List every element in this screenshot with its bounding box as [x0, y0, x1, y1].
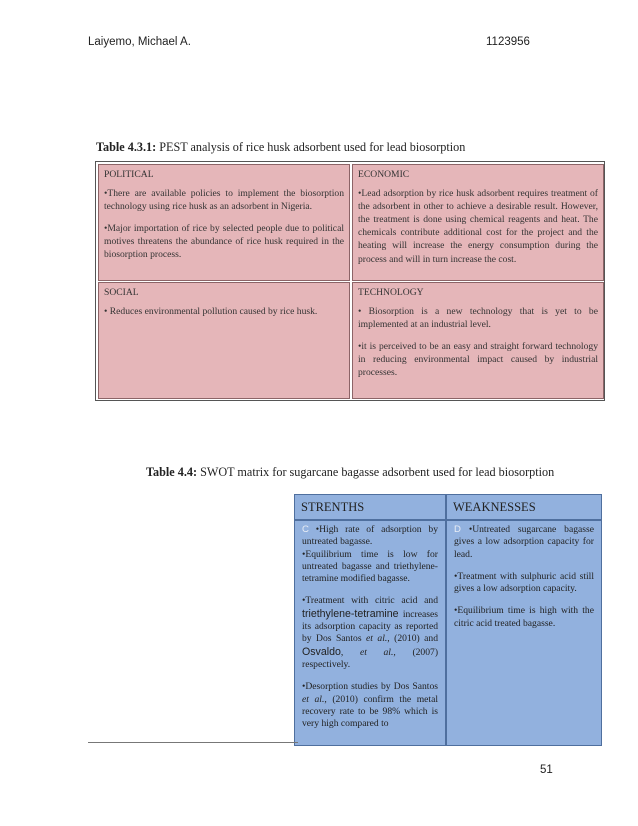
- strength-marker: C: [302, 524, 309, 535]
- strength-text-1: •High rate of adsorption by untreated bagasse.: [302, 524, 438, 548]
- pest-political-point-1: •There are available policies to implement the biosorption technology using rice husk as an adsorbent in Nigeria.: [104, 188, 344, 213]
- strength-4-part-c: , (2010) confirm the metal recovery rate to be 98% which is very high compared to: [302, 693, 439, 730]
- pest-technology-point-2: •it is perceived to be an easy and straight forward technology in reducing environmental impact caused by industrial processes.: [358, 341, 598, 379]
- strength-3-etal-1: et al.: [366, 633, 388, 645]
- weakness-point-3: •Equilibrium time is high with the citric acid treated bagasse.: [454, 605, 594, 629]
- strength-3-part-g: ,: [340, 646, 360, 658]
- pest-caption-text: PEST analysis of rice husk adsorbent used for lead biosorption: [156, 140, 466, 154]
- swot-weaknesses-header: WEAKNESSES: [446, 494, 602, 520]
- header-author: Laiyemo, Michael A.: [88, 36, 191, 48]
- footnote-rule: [88, 742, 298, 743]
- strength-point-2: •Equilibrium time is low for untreated bagasse and triethylene-tetramine modified bagasse.: [302, 548, 438, 585]
- pest-technology-title: TECHNOLOGY: [358, 287, 424, 298]
- strength-3-etal-2: et al.: [359, 646, 394, 658]
- weakness-marker: D: [454, 524, 461, 535]
- pest-economic-title: ECONOMIC: [358, 169, 410, 180]
- swot-caption: [146, 465, 554, 480]
- weakness-point-1: [454, 524, 594, 561]
- pest-table: [95, 161, 605, 401]
- strength-3-part-i: , (2007) respectively.: [302, 646, 439, 670]
- pest-technology-cell: [352, 282, 604, 399]
- pest-caption-number: Table 4.3.1:: [96, 140, 157, 154]
- pest-economic-cell: [352, 164, 604, 281]
- strength-4-etal: et al.: [302, 693, 325, 705]
- pest-caption: [96, 140, 465, 155]
- weakness-text-1: •Untreated sugarcane bagasse gives a low adsorption capacity for lead.: [454, 524, 594, 560]
- header-student-id: 1123956: [486, 36, 530, 48]
- strength-3-author: Osvaldo: [302, 645, 341, 658]
- pest-social-cell: [98, 282, 350, 399]
- pest-political-cell: [98, 164, 350, 281]
- strength-point-3: [302, 595, 438, 671]
- strength-3-part-a: •Treatment with citric acid and: [302, 595, 438, 607]
- swot-caption-text: SWOT matrix for sugarcane bagasse adsorbent used for lead biosorption: [197, 465, 555, 479]
- pest-technology-point-1: • Biosorption is a new technology that is yet to be implemented at an industrial level.: [358, 306, 598, 331]
- pest-economic-point-1: •Lead adsorption by rice husk adsorbent requires treatment of the adsorbent in other to achieve a desirable result. However, the treatment is done using chemical reagents and heat. The chemicals contribute additional cost for the project and the heating will increase the energy consumption during the process and will in turn increase the cost.: [358, 188, 598, 265]
- strength-3-chemical: triethylene-tetramine: [302, 607, 399, 620]
- pest-social-point-1: • Reduces environmental pollution caused by rice husk.: [104, 306, 318, 318]
- strength-point-1: [302, 524, 438, 549]
- swot-caption-number: Table 4.4:: [146, 465, 198, 479]
- pest-political-title: POLITICAL: [104, 169, 154, 180]
- page-number: 51: [540, 764, 553, 776]
- strength-point-4: [302, 681, 438, 730]
- swot-table: [294, 494, 602, 746]
- weakness-point-2: •Treatment with sulphuric acid still gives a low adsorption capacity.: [454, 570, 594, 595]
- swot-strengths-header: STRENTHS: [294, 494, 446, 520]
- strength-4-part-a: •Desorption studies by Dos Santos: [302, 681, 438, 693]
- strength-3-part-e: , (2010) and: [387, 633, 439, 645]
- strength-3-part-c: increases its adsorption capacity as reported by Dos Santos: [302, 608, 438, 645]
- swot-weaknesses-cell: [446, 520, 602, 746]
- pest-social-title: SOCIAL: [104, 287, 139, 298]
- swot-strengths-cell: [294, 520, 446, 746]
- pest-political-point-2: •Major importation of rice by selected people due to political motives threatens the abundance of rice husk required in the biosorption process.: [104, 223, 344, 261]
